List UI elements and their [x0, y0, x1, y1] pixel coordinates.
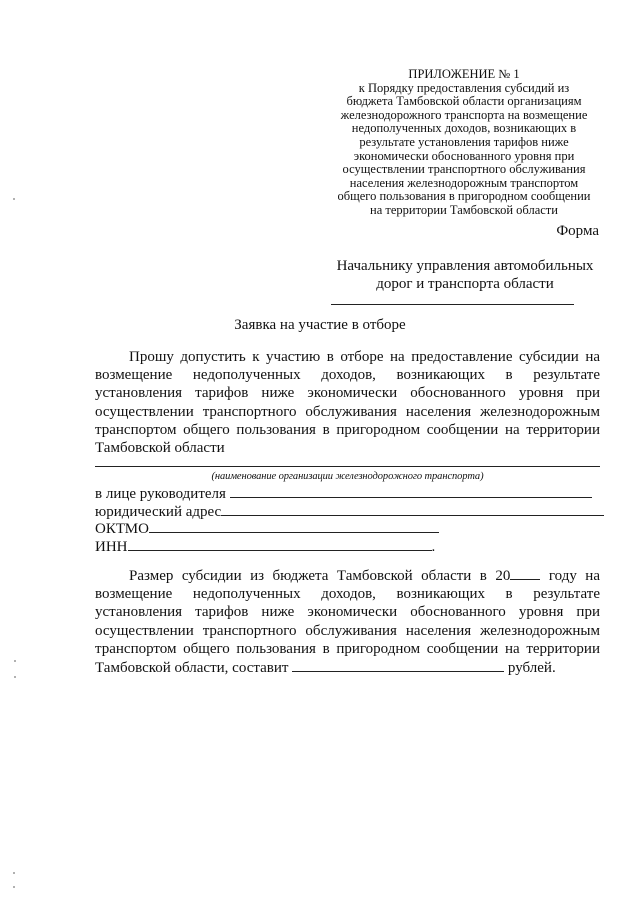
appendix-header [328, 68, 600, 218]
scan-speck [13, 198, 15, 200]
appendix-line: общего пользования в пригородном сообщении [337, 189, 591, 204]
legal-address-label: юридический адрес [95, 504, 222, 520]
addressee-line: Начальнику управления автомобильных [336, 258, 594, 274]
appendix-line: к Порядку предоставления субсидий из [358, 80, 570, 95]
scan-speck [14, 676, 16, 678]
addressee-signature-line[interactable] [331, 304, 574, 305]
appendix-line: результате установления тарифов ниже [359, 134, 569, 149]
director-input[interactable] [230, 483, 592, 498]
addressee-line: дорог и транспорта области [376, 276, 554, 292]
appendix-line: на территории Тамбовской области [370, 202, 558, 217]
request-paragraph [95, 348, 600, 457]
organization-name-field[interactable] [95, 466, 600, 467]
legal-address-input[interactable] [221, 501, 604, 516]
oktmo-field [95, 518, 439, 538]
appendix-line: железнодорожного транспорта на возмещение [340, 107, 588, 122]
appendix-line: населения железнодорожным транспортом [349, 175, 579, 190]
subsidy-amount-paragraph [95, 566, 600, 677]
inn-input[interactable] [128, 536, 432, 551]
document-title: Заявка на участие в отборе [234, 317, 406, 333]
appendix-line: бюджета Тамбовской области организациям [346, 94, 582, 109]
scan-speck [14, 660, 16, 662]
subsidy-text-start: Размер субсидии из бюджета Тамбовской области в 20 [129, 568, 511, 584]
scan-speck [13, 886, 15, 888]
amount-input[interactable] [292, 658, 504, 672]
scan-speck [13, 872, 15, 874]
subsidy-text-middle: году на возмещение недополученных доходов, возникающих в результате установления тарифов ниже экономически обоснованного уровня при осуществлении транспортного обслуживания населения железнодорожным транспортом общего пользования в пригородном сообщении на территории Тамбовской области, составит [95, 568, 600, 677]
appendix-line: недополученных доходов, возникающих в [351, 121, 577, 136]
appendix-line: осуществлении транспортного обслуживания [342, 162, 586, 177]
form-label: Форма [556, 223, 599, 239]
oktmo-label: ОКТМО [95, 521, 149, 537]
addressee-block [330, 257, 600, 293]
oktmo-input[interactable] [149, 518, 439, 533]
director-label: в лице руководителя [95, 486, 226, 502]
director-field [95, 483, 592, 503]
request-text: Прошу допустить к участию в отборе на предоставление субсидии на возмещение недополученных доходов, возникающих в результате установления тарифов ниже экономически обоснованного уровня при осуществлении транспортного обслуживания населения железнодорожным транспортом общего пользования в пригородном сообщении на территории Тамбовской области [95, 349, 600, 457]
organization-caption: (наименование организации железнодорожного транспорта) [211, 471, 484, 482]
appendix-line: экономически обоснованного уровня при [353, 148, 575, 163]
subsidy-text-end: рублей. [504, 660, 556, 677]
inn-label: ИНН [95, 539, 128, 555]
year-input[interactable] [510, 566, 540, 580]
inn-field [95, 536, 435, 556]
appendix-line: ПРИЛОЖЕНИЕ № 1 [408, 67, 520, 81]
inn-period: . [431, 539, 436, 555]
